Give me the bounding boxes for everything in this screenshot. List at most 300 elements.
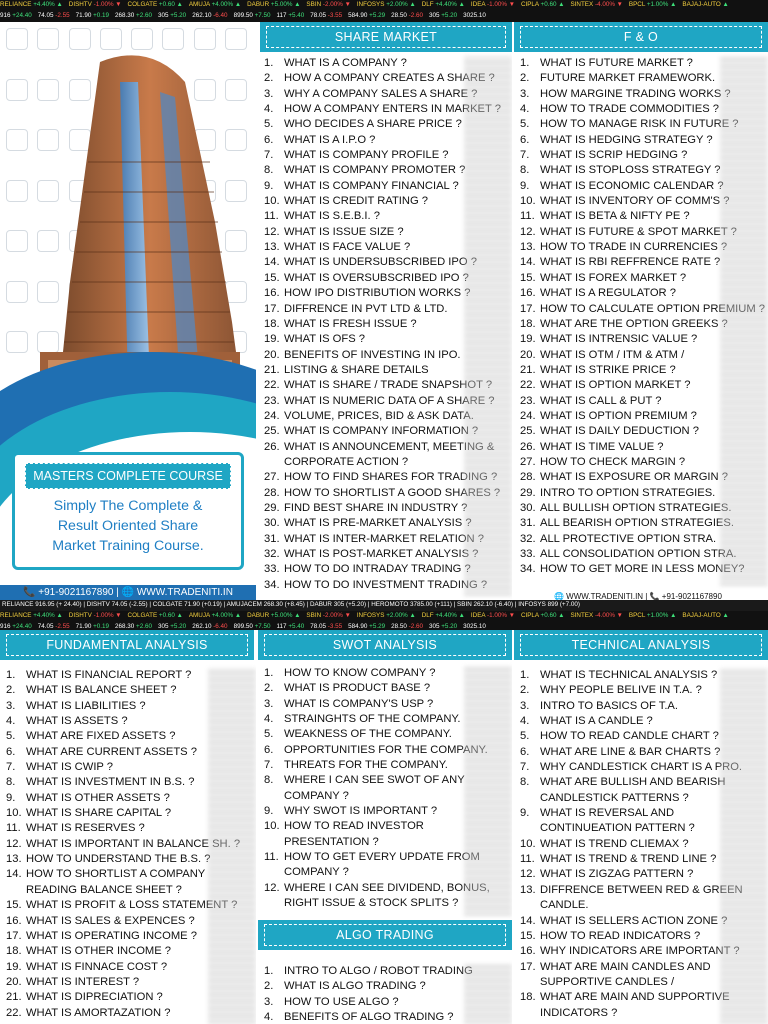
topic-number: 22. bbox=[264, 379, 280, 392]
ticker-symbol: DABUR bbox=[247, 612, 271, 619]
contact-bar[interactable]: 📞 +91-9021167890 | 🌐 WWW.TRADENITI.IN bbox=[0, 585, 256, 600]
ticker-value-item bbox=[0, 11, 32, 21]
ticker-change: +5.00% ▲ bbox=[270, 1, 301, 8]
topic-text: WHY INDICATORS ARE IMPORTANT ? bbox=[540, 945, 740, 958]
course-subtitle-line-1: Simply The Complete & bbox=[53, 498, 203, 514]
topic-number: 7. bbox=[6, 761, 16, 774]
ticker-delta: +5.29 bbox=[369, 623, 386, 630]
topic-text: WHAT ARE MAIN CANDLES AND SUPPORTIVE CANDLES / bbox=[540, 960, 711, 988]
topic-text: WHAT IS LIABILITIES ? bbox=[26, 699, 146, 712]
fo-footer-contact[interactable]: 🌐 WWW.TRADENITI.IN | 📞 +91-9021167890 bbox=[554, 592, 722, 600]
ticker-value-item bbox=[277, 11, 305, 21]
ticker-change: -1.00% ▼ bbox=[93, 1, 122, 8]
technical-analysis-panel bbox=[514, 630, 768, 1024]
topic-text: WHAT IS S.E.B.I. ? bbox=[284, 210, 380, 223]
topic-text: WHAT IS ISSUE SIZE ? bbox=[284, 225, 404, 238]
topic-number: 3. bbox=[6, 699, 16, 712]
ticker-value-item bbox=[158, 11, 186, 21]
topic-text: WHAT IS TREND & TREND LINE ? bbox=[540, 853, 717, 866]
course-info-card bbox=[12, 452, 244, 570]
topic-text: WHAT IS A CANDLE ? bbox=[540, 715, 653, 728]
blurred-overlay bbox=[720, 56, 768, 586]
topic-text: HOW TO TRADE IN CURRENCIES ? bbox=[540, 241, 728, 254]
topic-number: 7. bbox=[264, 759, 274, 772]
topic-text: WHAT IS FINNACE COST ? bbox=[26, 960, 168, 973]
topic-number: 11. bbox=[520, 210, 535, 223]
topic-text: WHAT IS SELLERS ACTION ZONE ? bbox=[540, 914, 728, 927]
ticker-value-item bbox=[38, 622, 70, 630]
ticker-symbol: SINTEX bbox=[570, 612, 595, 619]
ticker-delta: +5.20 bbox=[441, 623, 458, 630]
ticker-price: 74.05 bbox=[37, 623, 56, 630]
topic-number: 4. bbox=[6, 715, 16, 728]
ticker-value-item bbox=[0, 622, 32, 630]
topic-number: 15. bbox=[6, 899, 22, 912]
ticker-price: 117 bbox=[276, 12, 289, 19]
ticker-change: -1.00% ▼ bbox=[93, 612, 122, 619]
topic-text: ALL CONSOLIDATION OPTION STRA. bbox=[540, 548, 737, 560]
topic-number: 5. bbox=[520, 730, 530, 743]
topic-text: WHAT IS COMPANY FINANCIAL ? bbox=[284, 179, 459, 192]
topic-number: 27. bbox=[264, 471, 280, 484]
topic-number: 19. bbox=[264, 333, 280, 346]
course-subtitle-line-3: Market Training Course. bbox=[52, 538, 204, 554]
topic-number: 12. bbox=[264, 225, 280, 238]
technical-header bbox=[514, 630, 768, 660]
topic-number: 18. bbox=[520, 317, 536, 330]
ticker-price: 262.10 bbox=[192, 12, 214, 19]
topic-number: 11. bbox=[6, 822, 21, 835]
topic-number: 8. bbox=[520, 164, 530, 177]
swot-analysis-panel bbox=[258, 630, 512, 920]
topic-number: 6. bbox=[520, 133, 530, 146]
ticker-item bbox=[570, 0, 622, 10]
topic-text: WHAT IS RESERVES ? bbox=[26, 822, 145, 835]
topic-text: WHAT IS SCRIP HEDGING ? bbox=[540, 149, 688, 162]
topic-number: 12. bbox=[6, 837, 22, 850]
topic-text: WHAT IS ALGO TRADING ? bbox=[284, 980, 426, 993]
topic-number: 30. bbox=[264, 517, 280, 530]
topic-number: 22. bbox=[6, 1006, 22, 1019]
ticker-price: 305 bbox=[428, 12, 442, 19]
topic-number: 5. bbox=[520, 118, 530, 131]
algo-trading-panel bbox=[258, 920, 512, 1024]
topic-text: WHAT IS ASSETS ? bbox=[26, 715, 128, 728]
ticker-value-item bbox=[463, 11, 486, 21]
topic-text: WHAT IS STOPLOSS STRATEGY ? bbox=[540, 164, 721, 177]
stock-ticker-top bbox=[0, 0, 768, 22]
topic-number: 14. bbox=[264, 256, 280, 269]
ticker-symbol: IDEA bbox=[470, 1, 487, 8]
fundamental-analysis-panel bbox=[0, 630, 256, 1024]
ticker-change: -4.00% ▼ bbox=[594, 1, 623, 8]
ticker-delta: +5.20 bbox=[170, 12, 187, 19]
topic-text: WHAT IS CREDIT RATING ? bbox=[284, 195, 428, 208]
topic-text: FUTURE MARKET FRAMEWORK. bbox=[540, 72, 716, 85]
ticker-change: -4.00% ▼ bbox=[594, 612, 623, 619]
ticker-item bbox=[682, 0, 728, 10]
topic-number: 10. bbox=[520, 837, 536, 850]
ticker-delta: +0.19 bbox=[93, 12, 110, 19]
topic-text: HOW TO FIND SHARES FOR TRADING ? bbox=[284, 471, 498, 484]
ticker-delta: +5.40 bbox=[288, 623, 305, 630]
topic-number: 1. bbox=[520, 57, 530, 69]
ticker-delta: +2.60 bbox=[136, 623, 152, 630]
ticker-price: 74.05 bbox=[37, 12, 56, 19]
ticker-delta: +2.60 bbox=[136, 12, 152, 19]
ticker-symbol: COLGATE bbox=[127, 1, 159, 8]
topic-text: DIFFRENCE IN PVT LTD & LTD. bbox=[284, 302, 448, 315]
course-subtitle bbox=[15, 496, 241, 556]
ticker-symbol: BPCL bbox=[628, 1, 647, 8]
ticker-change: +4.40% ▲ bbox=[33, 612, 63, 619]
topic-number: 17. bbox=[6, 929, 22, 942]
ticker-change: +1.00% ▲ bbox=[646, 612, 677, 619]
topic-number: 7. bbox=[520, 149, 530, 162]
ticker-delta: +0.19 bbox=[93, 623, 110, 630]
topic-number: 4. bbox=[264, 1011, 274, 1024]
ticker-delta: -2.55 bbox=[55, 12, 70, 19]
ticker-item bbox=[306, 611, 350, 621]
ticker-symbol: IDEA bbox=[470, 612, 487, 619]
topic-text: HOW TO READ INDICATORS ? bbox=[540, 929, 701, 942]
ticker-delta: -3.55 bbox=[327, 623, 343, 630]
topic-number: 9. bbox=[520, 179, 530, 192]
topic-text: WHAT IS OTHER ASSETS ? bbox=[26, 791, 170, 804]
topic-number: 12. bbox=[264, 881, 280, 894]
ticker-symbol: DISHTV bbox=[68, 612, 94, 619]
topic-text: WHAT IS DIPRECIATION ? bbox=[26, 991, 163, 1004]
topic-text: WHAT IS SALES & EXPENCES ? bbox=[26, 914, 195, 927]
topic-text: WHAT IS SHARE CAPITAL ? bbox=[26, 807, 172, 820]
topic-number: 24. bbox=[520, 409, 536, 422]
stock-ticker-mid bbox=[0, 600, 768, 630]
topic-number: 17. bbox=[520, 960, 536, 973]
topic-number: 21. bbox=[264, 363, 280, 376]
topic-number: 26. bbox=[520, 440, 536, 453]
topic-number: 13. bbox=[520, 241, 536, 254]
ticker-change: +2.00% ▲ bbox=[386, 612, 416, 619]
topic-number: 8. bbox=[6, 776, 16, 789]
topic-text: WHAT IS NUMERIC DATA OF A SHARE ? bbox=[284, 394, 495, 407]
ticker-price: 3025.10 bbox=[463, 623, 486, 630]
topic-text: HOW TO UNDERSTAND THE B.S. ? bbox=[26, 853, 211, 866]
topic-text: WHY SWOT IS IMPORTANT ? bbox=[284, 805, 438, 818]
ticker-symbol: BAJAJ-AUTO bbox=[682, 1, 723, 8]
topic-text: ALL BULLISH OPTION STRATEGIES. bbox=[540, 501, 732, 514]
topic-number: 31. bbox=[264, 532, 280, 545]
technical-title: TECHNICAL ANALYSIS bbox=[520, 634, 762, 656]
topic-number: 34. bbox=[264, 578, 280, 591]
ticker-change: ▲ bbox=[722, 612, 729, 619]
hero-banner bbox=[0, 22, 256, 600]
ticker-symbol: SINTEX bbox=[570, 1, 595, 8]
topic-text: WHAT IS A COMPANY ? bbox=[284, 57, 407, 69]
topic-text: WHAT IS ZIGZAG PATTERN ? bbox=[540, 868, 694, 881]
ticker-change: -2.00% ▼ bbox=[322, 612, 351, 619]
topic-text: WHAT IS FRESH ISSUE ? bbox=[284, 317, 417, 330]
topic-text: WHAT IS OVERSUBSCRIBED IPO ? bbox=[284, 271, 469, 284]
ticker-item bbox=[471, 611, 515, 621]
topic-text: ALL BEARISH OPTION STRATEGIES. bbox=[540, 517, 734, 530]
topic-text: WHAT IS FACE VALUE ? bbox=[284, 241, 411, 254]
ticker-change: +0.60 ▲ bbox=[540, 612, 565, 619]
ticker-price: 28.50 bbox=[391, 12, 409, 19]
topic-number: 9. bbox=[264, 805, 274, 818]
topic-number: 2. bbox=[264, 72, 274, 85]
topic-text: HOW TO SHORTLIST A GOOD SHARES ? bbox=[284, 486, 501, 499]
ticker-delta: -6.40 bbox=[213, 12, 228, 19]
ticker-symbol: DLF bbox=[421, 1, 436, 8]
topic-number: 1. bbox=[264, 965, 274, 977]
ticker-price: 916 bbox=[0, 12, 13, 19]
ticker-price: 3025.10 bbox=[463, 12, 486, 19]
ticker-item bbox=[128, 0, 183, 10]
ticker-delta: -3.55 bbox=[327, 12, 343, 19]
ticker-delta: +24.40 bbox=[12, 623, 32, 630]
topic-number: 7. bbox=[264, 149, 274, 162]
ticker-price: 899.50 bbox=[233, 623, 255, 630]
topic-number: 22. bbox=[520, 379, 536, 392]
topic-text: WHAT IS INVESTMENT IN B.S. ? bbox=[26, 776, 195, 789]
topic-number: 16. bbox=[520, 287, 536, 300]
ticker-delta: +24.40 bbox=[12, 12, 32, 19]
topic-number: 16. bbox=[264, 287, 280, 300]
topic-number: 6. bbox=[264, 743, 274, 756]
blurred-overlay bbox=[464, 56, 512, 596]
topic-number: 11. bbox=[264, 210, 279, 223]
topic-text: WHAT IS A REGULATOR ? bbox=[540, 287, 676, 300]
topic-number: 10. bbox=[264, 195, 280, 208]
ticker-price: 584.90 bbox=[348, 12, 370, 19]
topic-text: WHO DECIDES A SHARE PRICE ? bbox=[284, 118, 462, 131]
ticker-symbol: DLF bbox=[421, 612, 436, 619]
ticker-value-item bbox=[234, 622, 271, 630]
share-market-panel bbox=[256, 22, 512, 600]
ticker-change: -1.00% ▼ bbox=[487, 612, 515, 619]
ticker-symbol: SBIN bbox=[306, 1, 323, 8]
ticker-item bbox=[69, 0, 122, 10]
ticker-symbol: INFOSYS bbox=[356, 1, 387, 8]
topic-text: WHAT IS TIME VALUE ? bbox=[540, 440, 664, 453]
topic-number: 12. bbox=[520, 868, 536, 881]
topic-text: HOW A COMPANY ENTERS IN MARKET ? bbox=[284, 103, 501, 116]
blurred-overlay bbox=[464, 964, 512, 1024]
topic-text: WHAT IS PRE-MARKET ANALYSIS ? bbox=[284, 517, 472, 530]
topic-number: 14. bbox=[520, 256, 536, 269]
fo-panel bbox=[514, 22, 768, 600]
topic-number: 4. bbox=[520, 715, 530, 728]
fo-header bbox=[514, 22, 768, 52]
topic-text: WHY CANDLESTICK CHART IS A PRO. bbox=[540, 761, 743, 774]
ticker-delta: +7.50 bbox=[254, 12, 271, 19]
ticker-price: 71.90 bbox=[75, 623, 94, 630]
topic-text: WHAT IS OTHER INCOME ? bbox=[26, 945, 172, 958]
ticker-symbol: BAJAJ-AUTO bbox=[682, 612, 723, 619]
ticker-change: -1.00% ▼ bbox=[487, 1, 515, 8]
topic-text: WHERE I CAN SEE DIVIDEND, BONUS, RIGHT ISSUE & STOCK SPLITS ? bbox=[284, 881, 490, 910]
ticker-change: +4.00% ▲ bbox=[211, 1, 242, 8]
topic-number: 16. bbox=[6, 914, 22, 927]
ticker-change: +0.60 ▲ bbox=[540, 1, 565, 8]
topic-number: 9. bbox=[264, 179, 274, 192]
topic-number: 19. bbox=[520, 333, 536, 346]
topic-text: WHAT IS FINANCIAL REPORT ? bbox=[26, 669, 192, 681]
ticker-value-item bbox=[115, 11, 152, 21]
topic-text: HOW A COMPANY CREATES A SHARE ? bbox=[284, 72, 495, 85]
fundamental-title: FUNDAMENTAL ANALYSIS bbox=[6, 634, 248, 656]
ticker-symbol: DISHTV bbox=[68, 1, 94, 8]
swot-header bbox=[258, 630, 512, 660]
ticker-change: +4.40% ▲ bbox=[435, 1, 465, 8]
topic-text: WHY A COMPANY SALES A SHARE ? bbox=[284, 87, 478, 100]
topic-number: 21. bbox=[520, 363, 536, 376]
topic-text: HOW TO DO INTRADAY TRADING ? bbox=[284, 563, 471, 576]
ticker-change: +5.00% ▲ bbox=[270, 612, 301, 619]
ticker-value-item bbox=[310, 622, 342, 630]
ticker-change: +4.40% ▲ bbox=[33, 1, 63, 8]
topic-text: HOW IPO DISTRIBUTION WORKS ? bbox=[284, 287, 471, 300]
topic-number: 25. bbox=[264, 425, 280, 438]
ticker-price: 268.30 bbox=[115, 12, 137, 19]
topic-text: WHAT ARE THE OPTION GREEKS ? bbox=[540, 317, 728, 330]
ticker-item bbox=[521, 611, 565, 621]
topic-number: 7. bbox=[520, 761, 530, 774]
topic-text: WHAT IS CWIP ? bbox=[26, 761, 114, 774]
fo-title: F & O bbox=[520, 26, 762, 48]
topic-number: 18. bbox=[520, 991, 536, 1004]
topic-number: 23. bbox=[520, 394, 536, 407]
topic-text: WHAT ARE BULLISH AND BEARISH CANDLESTICK PATTERNS ? bbox=[540, 776, 726, 804]
ticker-value-item bbox=[115, 622, 152, 630]
topic-text: WHAT IS COMPANY'S USP ? bbox=[284, 697, 434, 710]
topic-text: INTRO TO OPTION STRATEGIES. bbox=[540, 486, 716, 499]
ticker-symbol: AMUJA bbox=[188, 1, 212, 8]
ticker-price: 78.05 bbox=[310, 12, 328, 19]
ticker-price: 916 bbox=[0, 623, 13, 630]
ticker-values-row bbox=[0, 622, 768, 630]
topic-number: 29. bbox=[520, 486, 536, 499]
topic-number: 25. bbox=[520, 425, 536, 438]
topic-number: 1. bbox=[264, 667, 274, 679]
ticker-value-item bbox=[234, 11, 271, 21]
topic-text: WHAT IS OTM / ITM & ATM / bbox=[540, 348, 685, 361]
topic-text: WHAT IS OPERATING INCOME ? bbox=[26, 929, 197, 942]
topic-number: 30. bbox=[520, 501, 536, 514]
topic-text: WHAT IS OPTION PREMIUM ? bbox=[540, 409, 697, 422]
topic-text: HOW TO CHECK MARGIN ? bbox=[540, 455, 686, 468]
topic-text: HOW TO KNOW COMPANY ? bbox=[284, 667, 436, 679]
ticker-item bbox=[306, 0, 350, 10]
topic-text: FIND BEST SHARE IN INDUSTRY ? bbox=[284, 501, 468, 514]
topic-text: WHAT IS TECHNICAL ANALYSIS ? bbox=[540, 669, 718, 681]
ticker-value-item bbox=[391, 11, 423, 21]
topic-text: WHAT IS RBI REFFRENCE RATE ? bbox=[540, 256, 721, 269]
ticker-item bbox=[189, 611, 241, 621]
share-market-header bbox=[260, 22, 512, 52]
share-market-title: SHARE MARKET bbox=[266, 26, 506, 48]
topic-text: ALL PROTECTIVE OPTION STRA. bbox=[540, 532, 717, 545]
topic-text: WHAT IS PROFIT & LOSS STATEMENT ? bbox=[26, 899, 238, 912]
topic-text: HOW TO CALCULATE OPTION PREMIUM ? bbox=[540, 302, 766, 315]
topic-text: HOW MARGINE TRADING WORKS ? bbox=[540, 87, 731, 100]
ticker-value-item bbox=[391, 622, 423, 630]
topic-text: HOW TO TRADE COMMODITIES ? bbox=[540, 103, 720, 116]
topic-text: WHAT ARE CURRENT ASSETS ? bbox=[26, 745, 197, 758]
topic-number: 29. bbox=[264, 501, 280, 514]
ticker-item bbox=[682, 611, 728, 621]
topic-number: 11. bbox=[520, 853, 535, 866]
topic-number: 5. bbox=[264, 728, 274, 741]
topic-number: 4. bbox=[264, 713, 274, 726]
ticker-delta: +7.50 bbox=[254, 623, 271, 630]
topic-text: WHAT IS IMPORTANT IN BALANCE SH. ? bbox=[26, 837, 241, 850]
ticker-item bbox=[471, 0, 515, 10]
topic-text: HOW TO GET EVERY UPDATE FROM COMPANY ? bbox=[284, 851, 480, 879]
topic-text: WHAT IS INTRENSIC VALUE ? bbox=[540, 333, 698, 346]
topic-text: WHAT IS A I.P.O ? bbox=[284, 133, 376, 146]
ticker-symbol: INFOSYS bbox=[356, 612, 387, 619]
topic-text: WHAT IS FUTURE MARKET ? bbox=[540, 57, 693, 69]
topic-text: STRAINGHTS OF THE COMPANY. bbox=[284, 713, 461, 726]
topic-number: 6. bbox=[6, 745, 16, 758]
topic-number: 21. bbox=[6, 991, 22, 1004]
ticker-change: ▲ bbox=[722, 1, 729, 8]
ticker-value-item bbox=[277, 622, 305, 630]
topic-number: 10. bbox=[264, 820, 280, 833]
topic-text: WHAT IS FUTURE & SPOT MARKET ? bbox=[540, 225, 737, 238]
ticker-value-item bbox=[76, 622, 109, 630]
ticker-value-item bbox=[429, 622, 457, 630]
ticker-change: +4.00% ▲ bbox=[211, 612, 242, 619]
topic-text: WHAT ARE FIXED ASSETS ? bbox=[26, 730, 176, 743]
ticker-names-row bbox=[0, 0, 768, 11]
topic-number: 26. bbox=[264, 440, 280, 453]
topic-number: 16. bbox=[520, 945, 536, 958]
topic-number: 13. bbox=[520, 883, 536, 896]
topic-text: WHAT IS SHARE / TRADE SNAPSHOT ? bbox=[284, 379, 493, 392]
topic-number: 20. bbox=[520, 348, 536, 361]
topic-number: 23. bbox=[264, 394, 280, 407]
topic-number: 5. bbox=[264, 118, 274, 131]
ticker-price: 28.50 bbox=[391, 623, 409, 630]
blurred-overlay bbox=[720, 668, 768, 1024]
topic-text: WHAT IS ANNOUNCEMENT, MEETING & CORPORATE ACTION ? bbox=[284, 440, 495, 468]
topic-number: 32. bbox=[264, 548, 280, 560]
topic-text: WEAKNESS OF THE COMPANY. bbox=[284, 728, 452, 741]
topic-number: 4. bbox=[520, 103, 530, 116]
course-title: MASTERS COMPLETE COURSE bbox=[25, 463, 231, 489]
topic-number: 17. bbox=[520, 302, 536, 315]
topic-text: WHAT IS AMORTAZATION ? bbox=[26, 1006, 171, 1019]
topic-number: 9. bbox=[6, 791, 16, 804]
topic-number: 14. bbox=[520, 914, 536, 927]
topic-number: 2. bbox=[264, 980, 274, 993]
ticker-price: 899.50 bbox=[233, 12, 255, 19]
topic-text: HOW TO GET MORE IN LESS MONEY? bbox=[540, 563, 745, 576]
topic-text: DIFFRENCE BETWEEN RED & GREEN CANDLE. bbox=[540, 883, 743, 912]
ticker-item bbox=[521, 0, 565, 10]
topic-number: 13. bbox=[264, 241, 280, 254]
topic-number: 33. bbox=[264, 563, 280, 576]
topic-number: 10. bbox=[520, 195, 536, 208]
ticker-value-item bbox=[310, 11, 342, 21]
topic-text: WHAT IS REVERSAL AND CONTINUEATION PATTERN ? bbox=[540, 807, 695, 835]
topic-text: HOW TO MANAGE RISK IN FUTURE ? bbox=[540, 118, 739, 131]
topic-number: 11. bbox=[264, 851, 279, 864]
ticker-price: 305 bbox=[157, 623, 171, 630]
topic-text: LISTING & SHARE DETAILS bbox=[284, 363, 429, 376]
